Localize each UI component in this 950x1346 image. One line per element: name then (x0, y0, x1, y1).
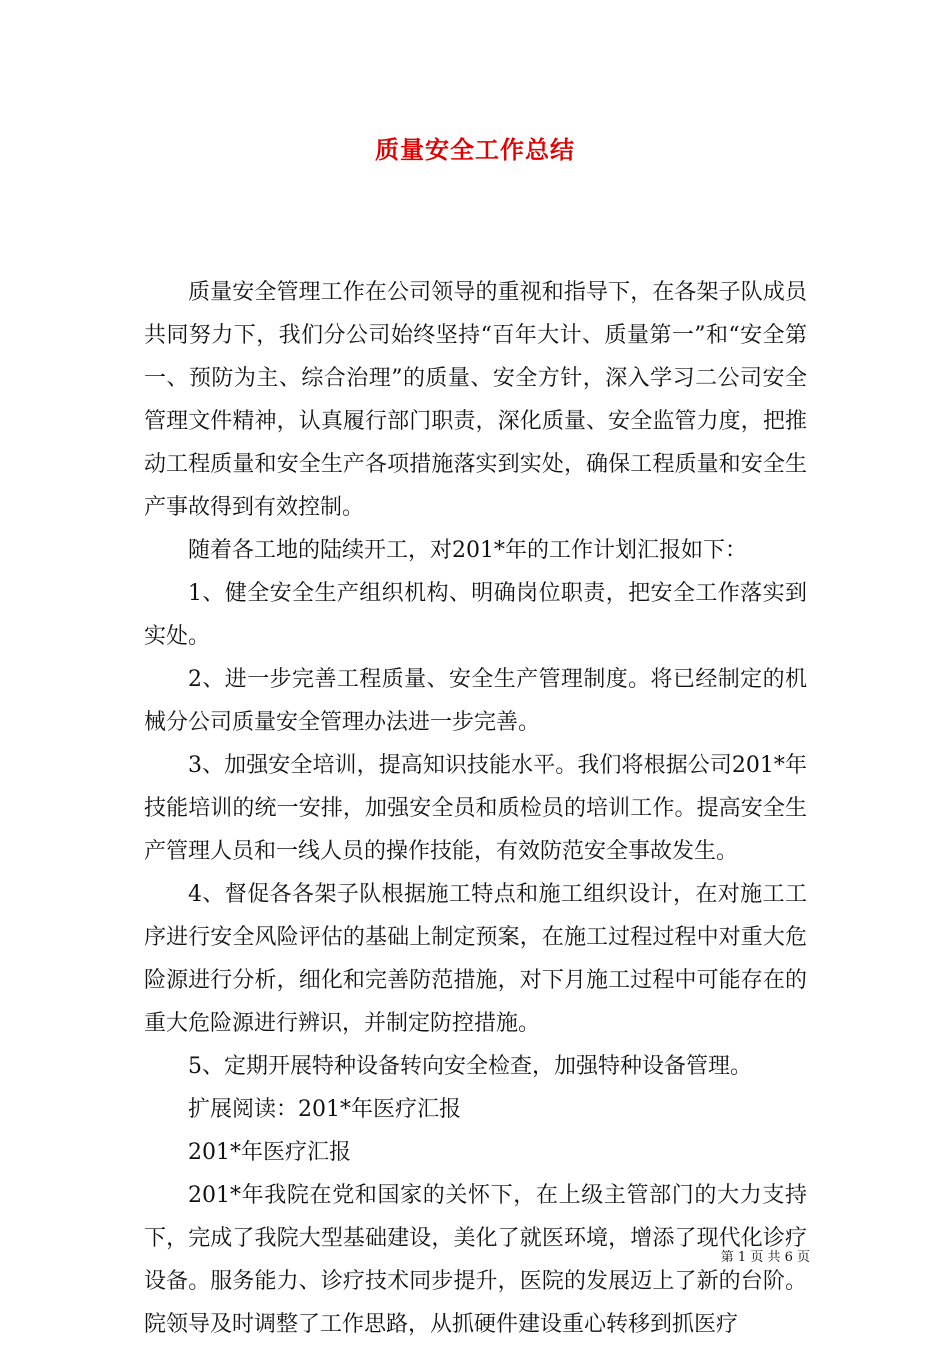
paragraph-item-2: 2、进一步完善工程质量、安全生产管理制度。将已经制定的机械分公司质量安全管理办法进一步完善。 (144, 667, 807, 735)
paragraph-extended-reading: 扩展阅读：201*年医疗汇报 (188, 1097, 461, 1122)
document-title: 质量安全工作总结 (375, 136, 575, 164)
paragraph-item-4: 4、督促各各架子队根据施工特点和施工组织设计，在对施工工序进行安全风险评估的基础上制定预案，在施工过程过程中对重大危险源进行分析，细化和完善防范措施，对下月施工过程中可能存在的重大危险源进行辨识，并制定防控措施。 (144, 882, 807, 1036)
paragraph-report-heading: 201*年医疗汇报 (188, 1140, 351, 1165)
paragraph-report-body: 201*年我院在党和国家的关怀下，在上级主管部门的大力支持下，完成了我院大型基础建设，美化了就医环境，增添了现代化诊疗设备。服务能力、诊疗技术同步提升，医院的发展迈上了新的台阶。院领导及时调整了工作思路，从抓硬件建设重心转移到抓医疗 (144, 1183, 807, 1337)
paragraph-intro: 质量安全管理工作在公司领导的重视和指导下，在各架子队成员共同努力下，我们分公司始终坚持“百年大计、质量第一”和“安全第一、预防为主、综合治理”的质量、安全方针，深入学习二公司安全管理文件精神，认真履行部门职责，深化质量、安全监管力度，把推动工程质量和安全生产各项措施落实到实处，确保工程质量和安全生产事故得到有效控制。 (144, 280, 807, 520)
paragraph-item-1: 1、健全安全生产组织机构、明确岗位职责，把安全工作落实到实处。 (144, 581, 807, 649)
paragraph-plan-intro: 随着各工地的陆续开工，对201*年的工作计划汇报如下： (188, 538, 747, 563)
document-body (144, 271, 807, 1346)
paragraph-item-3: 3、加强安全培训，提高知识技能水平。我们将根据公司201*年技能培训的统一安排，加强安全员和质检员的培训工作。提高安全生产管理人员和一线人员的操作技能，有效防范安全事故发生。 (144, 753, 807, 864)
paragraph-item-5: 5、定期开展特种设备转向安全检查，加强特种设备管理。 (188, 1054, 752, 1079)
page-footer: 第 1 页 共 6 页 (720, 1250, 810, 1265)
